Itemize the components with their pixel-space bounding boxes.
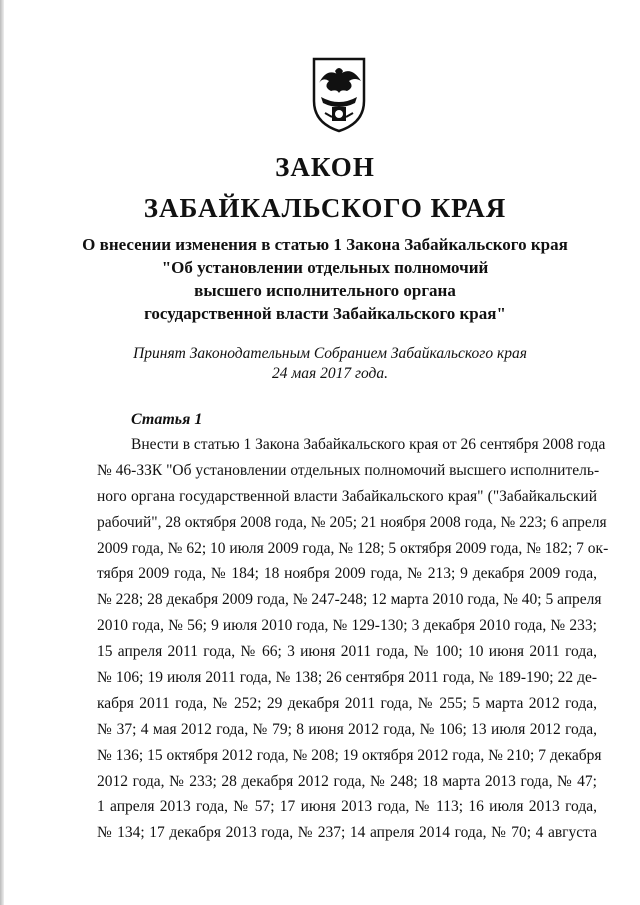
subtitle-line: О внесении изменения в статью 1 Закона Забайкальского края — [82, 235, 568, 254]
article-heading: Статья 1 — [131, 411, 203, 428]
body-line: № 134; 17 декабря 2013 года, № 237; 14 апреля 2014 года, № 70; 4 августа — [97, 824, 597, 842]
subtitle-line: государственной власти Забайкальского края" — [144, 304, 506, 323]
law-title: ЗАКОН — [275, 152, 375, 182]
law-subtitle — [0, 233, 640, 325]
body-line: № 46-ЗЗК "Об установлении отдельных полномочий высшего исполнитель- — [97, 461, 600, 479]
body-line: рабочий", 28 октября 2008 года, № 205; 21 ноября 2008 года, № 223; 6 апреля — [97, 513, 607, 531]
body-line: № 37; 4 мая 2012 года, № 79; 8 июня 2012 года, № 106; 13 июля 2012 года, — [97, 720, 597, 738]
body-line: 2012 года, № 233; 28 декабря 2012 года, № 248; 18 марта 2013 года, № 47; — [97, 772, 597, 790]
body-line: тября 2009 года, № 184; 18 ноября 2009 года, № 213; 9 декабря 2009 года, — [97, 565, 597, 583]
body-line: 1 апреля 2013 года, № 57; 17 июня 2013 года, № 113; 16 июля 2013 года, — [97, 798, 597, 816]
adoption-date: 24 мая 2017 года. — [271, 365, 389, 382]
region-title: ЗАБАЙКАЛЬСКОГО КРАЯ — [143, 193, 507, 223]
body-line: 15 апреля 2011 года, № 66; 3 июня 2011 года, № 100; 10 июня 2011 года, — [97, 643, 597, 661]
body-line: Внести в статью 1 Закона Забайкальского края от 26 сентября 2008 года — [131, 436, 606, 453]
body-line: № 136; 15 октября 2012 года, № 208; 19 октября 2012 года, № 210; 7 декабря — [97, 746, 602, 764]
body-line: кабря 2011 года, № 252; 29 декабря 2011 года, № 255; 5 марта 2012 года, — [97, 694, 597, 712]
adoption-line: Принят Законодательным Собранием Забайкальского края — [133, 345, 527, 362]
body-line: 2010 года, № 56; 9 июля 2010 года, № 129-130; 3 декабря 2010 года, № 233; — [97, 617, 597, 635]
body-line: № 106; 19 июля 2011 года, № 138; 26 сентября 2011 года, № 189-190; 22 де- — [97, 669, 597, 687]
coat-of-arms-icon — [311, 57, 367, 133]
article-body — [97, 432, 609, 846]
body-line: 2009 года, № 62; 10 июля 2009 года, № 128; 5 октября 2009 года, № 182; 7 ок- — [97, 539, 609, 557]
body-line: ного органа государственной власти Забайкальского края" ("Забайкальский — [97, 487, 597, 505]
adoption-note — [0, 344, 640, 384]
body-line: № 228; 28 декабря 2009 года, № 247-248; 12 марта 2010 года, № 40; 5 апреля — [97, 591, 602, 609]
subtitle-line: высшего исполнительного органа — [194, 281, 456, 300]
scan-edge — [0, 0, 4, 905]
subtitle-line: "Об установлении отдельных полномочий — [161, 258, 489, 277]
